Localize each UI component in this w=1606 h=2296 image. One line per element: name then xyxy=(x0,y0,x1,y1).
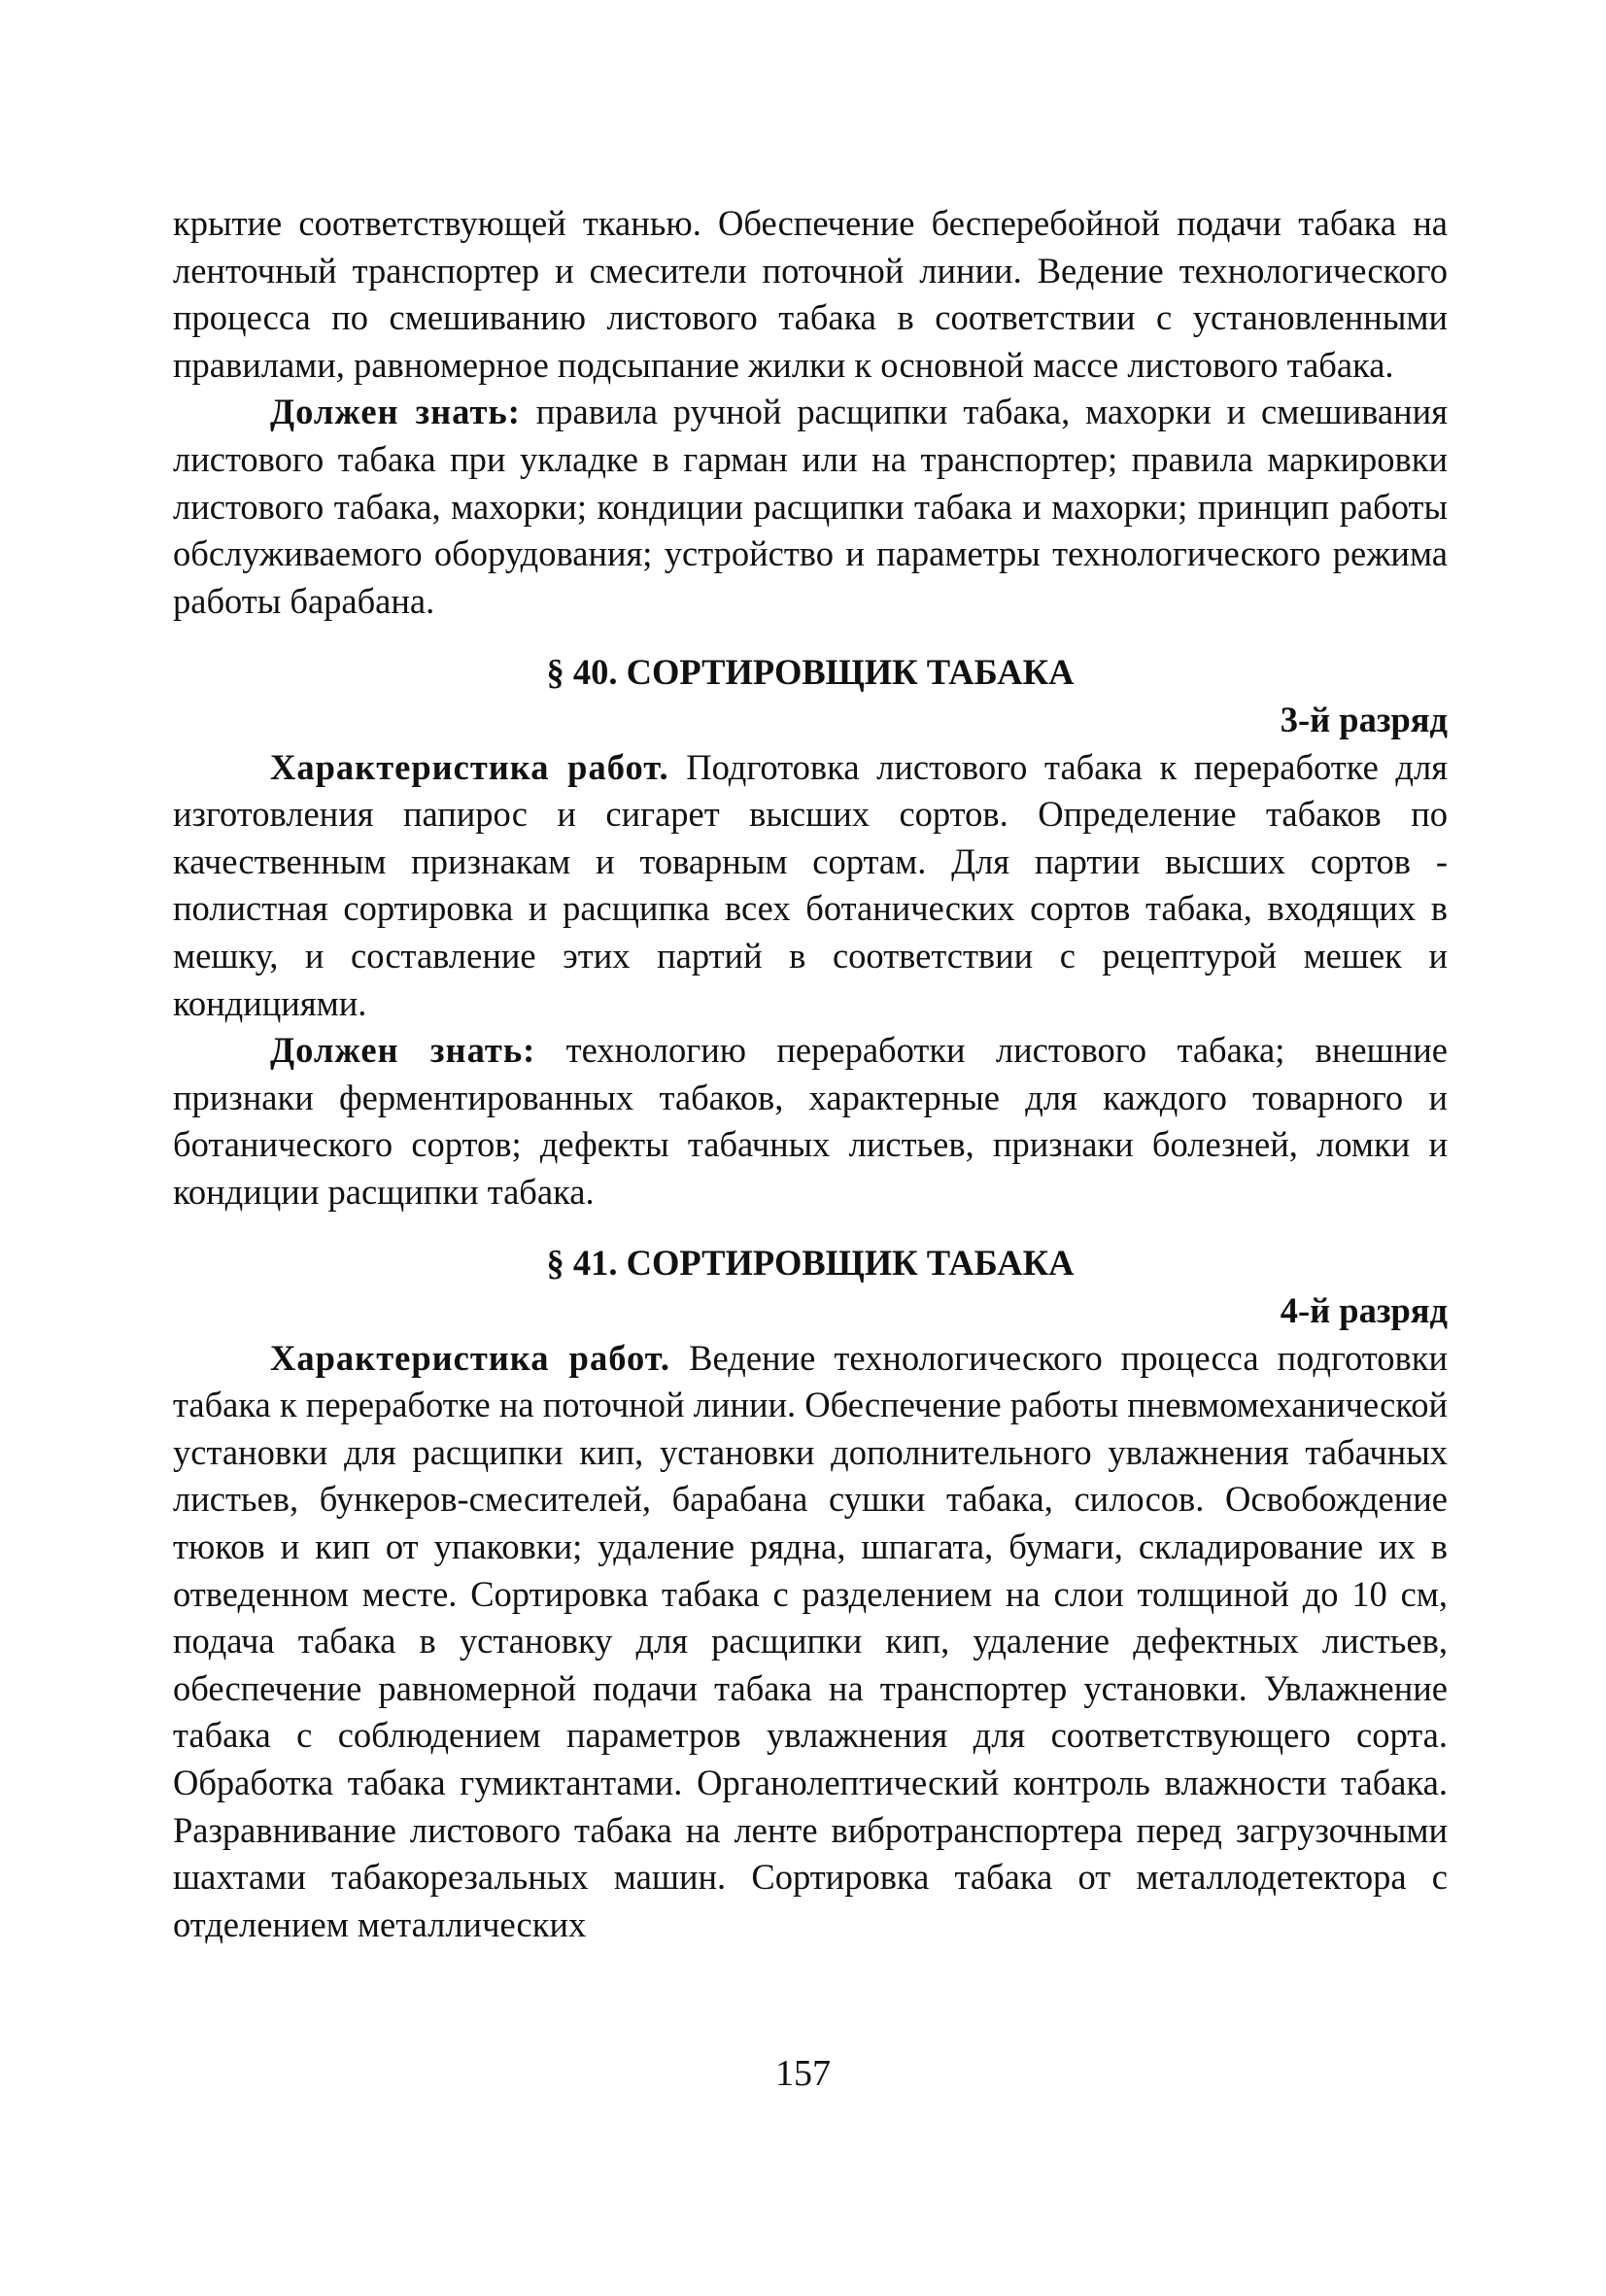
intro-knowledge-text: правила ручной расщипки табака, махорки и смешивания листового табака при укладке в гарман или на транспортер; правила маркировки листового табака, махорки; кондиции расщипки табака и махорки; принцип работы обслуживаемого оборудования; устройство и параметры технологического режима работы барабана. xyxy=(173,392,1448,621)
section-41-work-label: Характеристика работ. xyxy=(270,1337,671,1378)
section-41-title: § 41. СОРТИРОВЩИК ТАБАКА xyxy=(546,1243,1075,1284)
intro-knowledge-label: Должен знать: xyxy=(270,392,521,432)
section-40-knowledge-paragraph xyxy=(173,1027,1448,1216)
section-41-work-paragraph xyxy=(173,1335,1448,1949)
page-body xyxy=(173,200,1448,1948)
intro-knowledge-paragraph xyxy=(173,389,1448,625)
intro-continuation-text: крытие соответствующей тканью. Обеспечение бесперебойной подачи табака на ленточный транспортер и смесители поточной линии. Ведение технологического процесса по смешиванию листового табака в соответствии с установленными правилами, равномерное подсыпание жилки к основной массе листового табака. xyxy=(173,203,1448,385)
section-40-work-label: Характеристика работ. xyxy=(270,746,669,787)
section-40-grade: 3-й разряд xyxy=(1280,699,1448,739)
section-40-knowledge-label: Должен знать: xyxy=(270,1030,536,1071)
page-number: 157 xyxy=(775,2053,831,2094)
section-41-grade: 4-й разряд xyxy=(1280,1290,1448,1331)
intro-continuation-paragraph xyxy=(173,200,1448,389)
section-40-work-text: Подготовка листового табака к переработке для изготовления папирос и сигарет высших сортов. Определение табаков по качественным признакам и товарным сортам. Для партии высших сортов - полистная сортировка и расщипка всех ботанических сортов табака, входящих в мешку, и составление этих партий в соответствии с рецептурой мешек и кондициями. xyxy=(173,746,1449,1023)
section-40-work-paragraph xyxy=(173,744,1448,1028)
section-40-title: § 40. СОРТИРОВЩИК ТАБАКА xyxy=(546,652,1075,693)
section-40-knowledge-text: технологию переработки листового табака; внешние признаки ферментированных табаков, характерные для каждого товарного и ботанического сортов; дефекты табачных листьев, признаки болезней, ломки и кондиции расщипки табака. xyxy=(173,1030,1448,1212)
section-41-work-text: Ведение технологического процесса подготовки табака к переработке на поточной линии. Обеспечение работы пневмомеханической установки для расщипки кип, установки дополнительного увлажнения табачных листьев, бункеров-смесителей, барабана сушки табака, силосов. Освобождение тюков и кип от упаковки; удаление рядна, шпагата, бумаги, складирование их в отведенном месте. Сортировка табака с разделением на слои толщиной до 10 см, подача табака в установку для расщипки кип, удаление дефектных листьев, обеспечение равномерной подачи табака на транспортер установки. Увлажнение табака с соблюдением параметров увлажнения для соответствующего сорта. Обработка табака гумиктантами. Органолептический контроль влажности табака. Разравнивание листового табака на ленте вибротранспортера перед загрузочными шахтами табакорезальных машин. Сортировка табака от металлодетектора с отделением металлических xyxy=(173,1337,1449,1944)
